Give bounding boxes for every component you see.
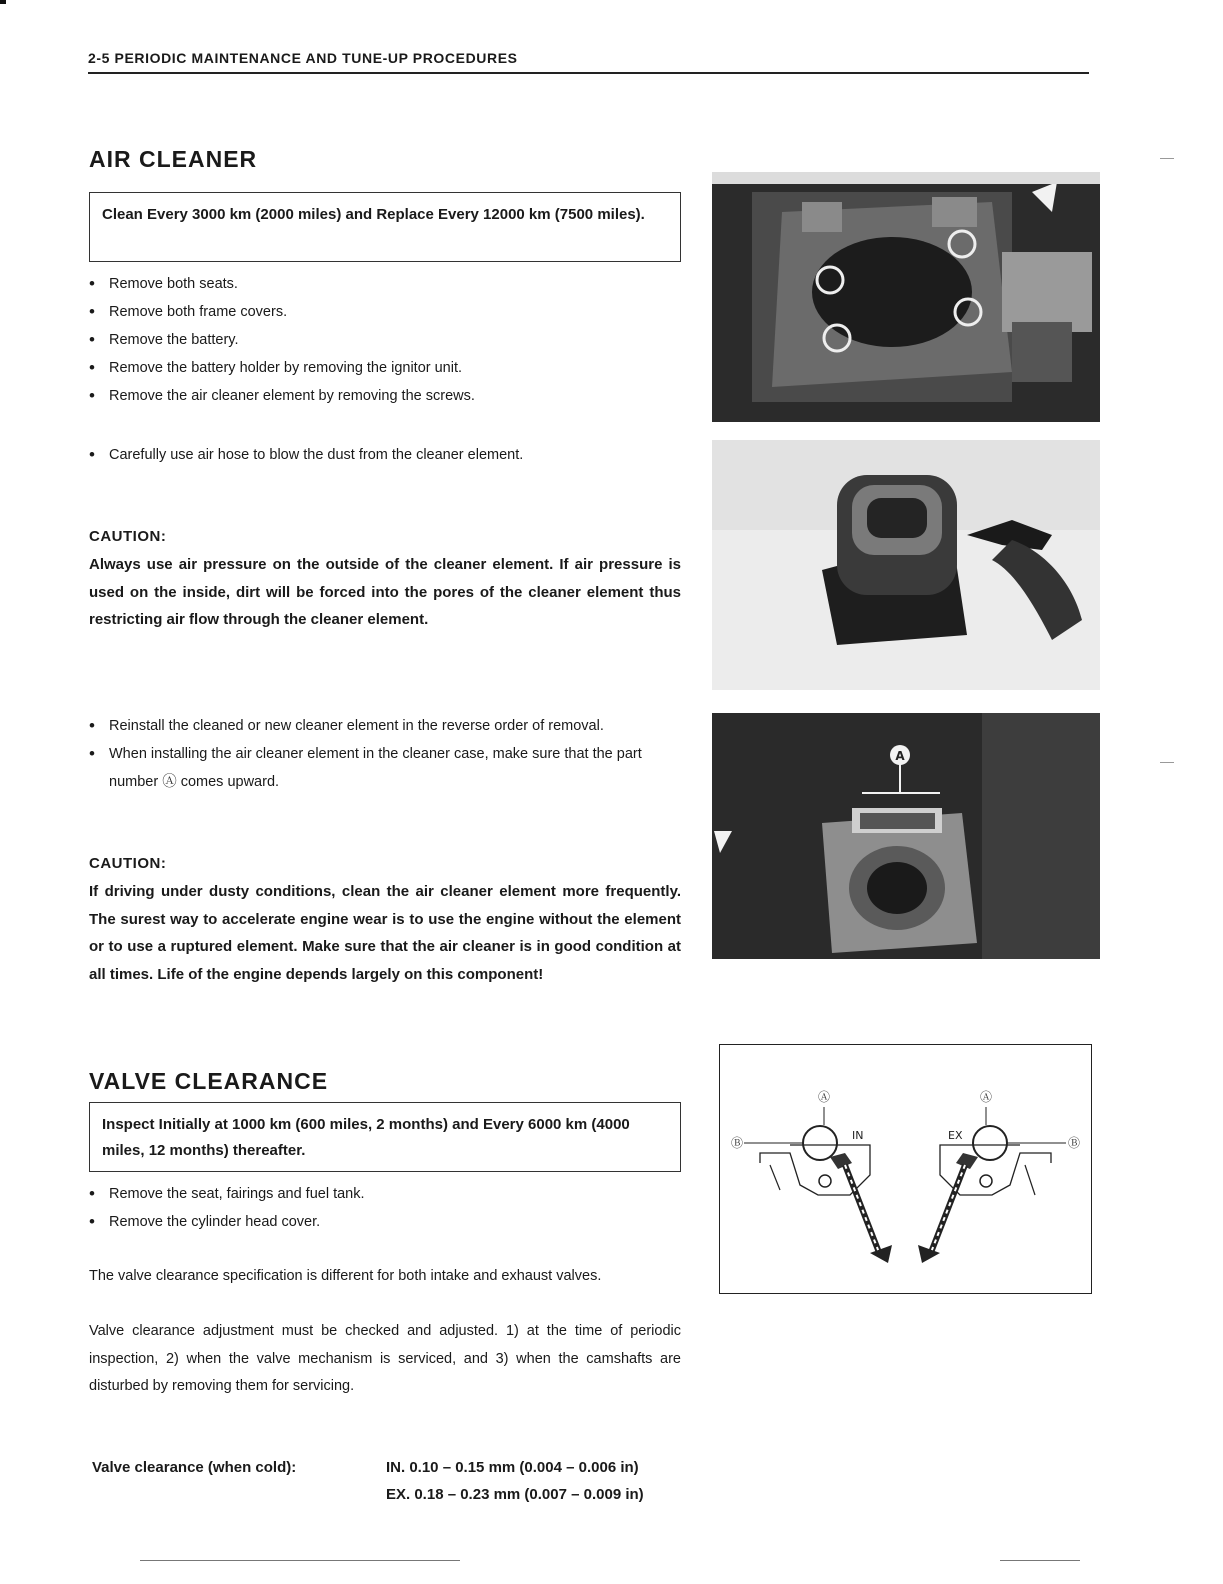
air-hose-cleaning-photo [712, 440, 1100, 690]
diagram-label-b-left: Ⓑ [730, 1136, 744, 1150]
list-item: • Carefully use air hose to blow the dust from the cleaner element. [89, 441, 681, 469]
running-header: 2-5 PERIODIC MAINTENANCE AND TUNE-UP PROCEDURES [88, 50, 518, 66]
diagram-label-a-left: Ⓐ [817, 1090, 831, 1104]
diagram-label-b-right: Ⓑ [1067, 1136, 1081, 1150]
list-item: • Remove the battery. [89, 326, 681, 354]
caution-body: Always use air pressure on the outside of the cleaner element. If air pressure is used on the inside, dirt will be forced into the pores of the cleaner element thus restricting air flow through the cleaner element. [89, 556, 681, 628]
air-cleaner-schedule-box: Clean Every 3000 km (2000 miles) and Replace Every 12000 km (7500 miles). [89, 192, 681, 262]
part-number-callout-label: A [895, 749, 905, 763]
list-item: • Remove the air cleaner element by removing the screws. [89, 382, 681, 410]
valve-clearance-diagram [719, 1044, 1092, 1294]
air-cleaner-steps-2 [89, 441, 681, 469]
page-edge-mark [0, 0, 6, 4]
list-item: • Remove the seat, fairings and fuel tank. [89, 1180, 681, 1208]
air-cleaner-steps-1 [89, 270, 681, 410]
valve-clearance-steps [89, 1180, 681, 1236]
valve-clearance-spec-label: Valve clearance (when cold): [92, 1459, 297, 1476]
valve-clearance-spec-ex: EX. 0.18 – 0.23 mm (0.007 – 0.009 in) [386, 1486, 644, 1503]
list-item: • Remove the battery holder by removing the ignitor unit. [89, 354, 681, 382]
diagram-label-a-right: Ⓐ [979, 1090, 993, 1104]
caution-title: CAUTION: [89, 855, 167, 872]
list-item: • Remove both seats. [89, 270, 681, 298]
header-rule [88, 72, 1089, 74]
list-item: • Remove the cylinder head cover. [89, 1208, 681, 1236]
diagram-label-ex: EX [948, 1129, 963, 1142]
page-edge-tick [1160, 158, 1174, 159]
valve-clearance-paragraph: The valve clearance specification is different for both intake and exhaust valves. [89, 1268, 602, 1284]
list-item: • Reinstall the cleaned or new cleaner element in the reverse order of removal. [89, 712, 681, 740]
footer-rule [140, 1560, 460, 1561]
air-cleaner-steps-3 [89, 712, 681, 796]
caution-body: If driving under dusty conditions, clean the air cleaner element more frequently. The surest way to accelerate engine wear is to use the engine without the element or to use a ruptured element. Make sure that the air cleaner is in good condition at all times. Life of the engine depends largely on this component! [89, 883, 681, 983]
list-item: • When installing the air cleaner element in the cleaner case, make sure that the part number Ⓐ comes upward. [89, 740, 681, 796]
element-installation-photo [712, 713, 1100, 959]
valve-clearance-heading: VALVE CLEARANCE [89, 1068, 329, 1094]
list-item: • Remove both frame covers. [89, 298, 681, 326]
valve-clearance-schedule-box: Inspect Initially at 1000 km (600 miles, 2 months) and Every 6000 km (4000 miles, 12 months) thereafter. [89, 1102, 681, 1172]
footer-rule [1000, 1560, 1080, 1561]
diagram-label-in: IN [852, 1129, 864, 1142]
caution-title: CAUTION: [89, 528, 167, 545]
valve-clearance-paragraph: Valve clearance adjustment must be checked and adjusted. 1) at the time of periodic inspection, 2) when the valve mechanism is serviced, and 3) when the camshafts are disturbed by removing them for servicing. [89, 1323, 681, 1394]
page-edge-tick [1160, 762, 1174, 763]
valve-clearance-spec-in: IN. 0.10 – 0.15 mm (0.004 – 0.006 in) [386, 1459, 639, 1476]
air-cleaner-removal-photo [712, 172, 1100, 422]
air-cleaner-heading: AIR CLEANER [89, 146, 258, 172]
